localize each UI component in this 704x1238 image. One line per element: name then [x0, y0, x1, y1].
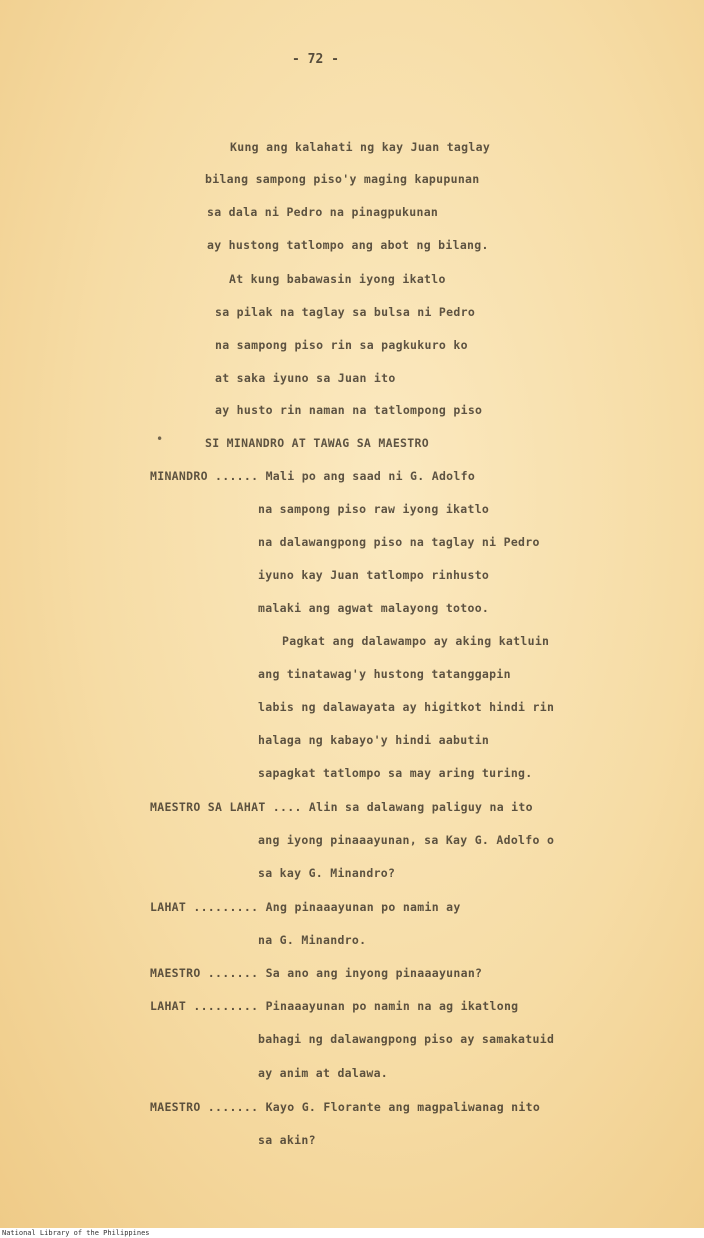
dialogue-line: iyuno kay Juan tatlompo rinhusto	[258, 568, 490, 582]
dialogue-line: na dalawangpong piso na taglay ni Pedro	[258, 535, 540, 549]
page-number: - 72 -	[292, 52, 339, 67]
dialogue-line: sapagkat tatlompo sa may aring turing.	[258, 766, 533, 780]
dialogue-line: ay anim at dalawa.	[258, 1066, 389, 1080]
dialogue-line: MINANDRO ...... Mali po ang saad ni G. Adolfo	[150, 469, 476, 483]
dialogue-line: MAESTRO ....... Sa ano ang inyong pinaaayunan?	[150, 966, 483, 980]
verse-line: ay hustong tatlompo ang abot ng bilang.	[207, 238, 489, 252]
verse-line: at saka iyuno sa Juan ito	[215, 371, 396, 385]
footer-credit: National Library of the Philippines	[0, 1228, 704, 1238]
dialogue-line: bahagi ng dalawangpong piso ay samakatuid	[258, 1032, 555, 1046]
dialogue-line: sa kay G. Minandro?	[258, 866, 396, 880]
dialogue-line: sa akin?	[258, 1133, 316, 1147]
dialogue-line: ang tinatawag'y hustong tatanggapin	[258, 667, 511, 681]
dialogue-line: halaga ng kabayo'y hindi aabutin	[258, 733, 490, 747]
dialogue-line: LAHAT ......... Pinaaayunan po namin na ag ikatlong	[150, 999, 519, 1013]
verse-line: At kung babawasin iyong ikatlo	[229, 272, 446, 286]
bullet-mark: •	[156, 432, 164, 446]
scene-heading: SI MINANDRO AT TAWAG SA MAESTRO	[205, 436, 429, 450]
verse-line: bilang sampong piso'y maging kapupunan	[205, 172, 480, 186]
dialogue-line: LAHAT ......... Ang pinaaayunan po namin ay	[150, 900, 461, 914]
verse-line: sa pilak na taglay sa bulsa ni Pedro	[215, 305, 476, 319]
dialogue-line: Pagkat ang dalawampo ay aking katluin	[282, 634, 550, 648]
dialogue-line: ang iyong pinaaayunan, sa Kay G. Adolfo o	[258, 833, 555, 847]
verse-line: na sampong piso rin sa pagkukuro ko	[215, 338, 468, 352]
dialogue-line: labis ng dalawayata ay higitkot hindi rin	[258, 700, 555, 714]
verse-line: Kung ang kalahati ng kay Juan taglay	[230, 140, 491, 154]
verse-line: sa dala ni Pedro na pinagpukunan	[207, 205, 439, 219]
verse-line: ay husto rin naman na tatlompong piso	[215, 403, 483, 417]
dialogue-line: MAESTRO ....... Kayo G. Florante ang magpaliwanag nito	[150, 1100, 541, 1114]
dialogue-line: MAESTRO SA LAHAT .... Alin sa dalawang paliguy na ito	[150, 800, 533, 814]
dialogue-line: malaki ang agwat malayong totoo.	[258, 601, 490, 615]
dialogue-line: na G. Minandro.	[258, 933, 367, 947]
dialogue-line: na sampong piso raw iyong ikatlo	[258, 502, 490, 516]
